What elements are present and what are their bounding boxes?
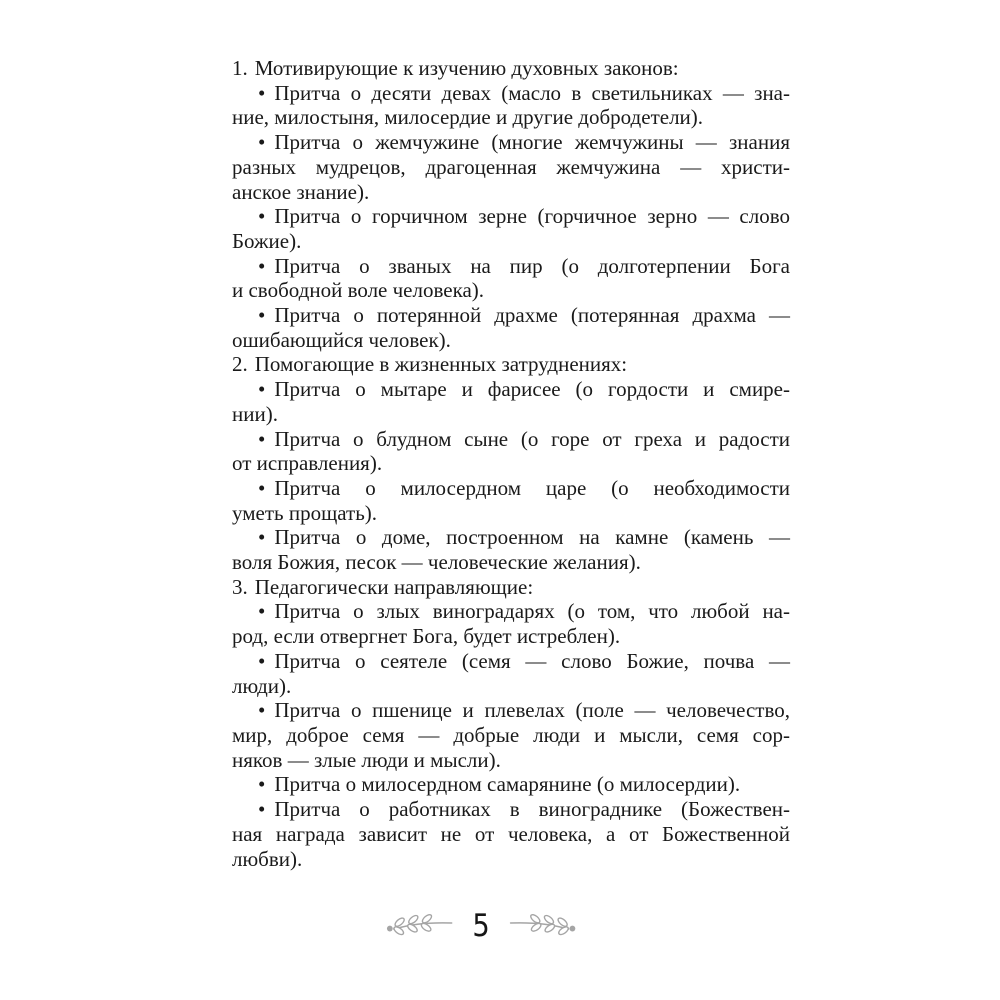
bullet-marker-icon: • xyxy=(258,797,266,822)
line-text: Притча о милосердном царе (о необходимости xyxy=(274,475,790,500)
text-line xyxy=(232,698,790,723)
text-line xyxy=(232,81,790,106)
text-line: люди). xyxy=(232,673,292,698)
text-line xyxy=(232,525,790,550)
line-text: Притча о работниках в винограднике (Божествен- xyxy=(274,797,790,822)
parable-bullet-item xyxy=(232,377,790,426)
parable-bullet-item xyxy=(232,476,790,525)
text-line: ная награда зависит не от человека, а от Божественной xyxy=(232,821,790,846)
text-line: мир, доброе семя — добрые люди и мысли, семя сор- xyxy=(232,722,790,747)
bullet-marker-icon: • xyxy=(258,525,266,550)
line-text: Притча о пшенице и плевелах (поле — человечество, xyxy=(274,698,790,723)
numbered-section-heading xyxy=(232,575,790,600)
line-text: Педагогически направляющие: xyxy=(254,574,534,599)
parable-bullet-item xyxy=(232,772,790,797)
parable-bullet-item xyxy=(232,599,790,648)
text-line: любви). xyxy=(232,846,303,871)
bullet-marker-icon: • xyxy=(258,475,266,500)
text-line xyxy=(232,303,790,328)
text-line xyxy=(232,427,790,452)
parable-bullet-item xyxy=(232,698,790,772)
bullet-marker-icon: • xyxy=(258,130,266,155)
item-number: 2. xyxy=(232,352,248,377)
item-number: 1. xyxy=(232,56,248,80)
parable-bullet-item xyxy=(232,130,790,204)
text-line xyxy=(232,56,790,81)
text-line xyxy=(232,772,790,797)
text-line: няков — злые люди и мысли). xyxy=(232,747,501,772)
text-line: ние, милостыня, милосердие и другие добродетели). xyxy=(232,105,704,130)
parable-bullet-item xyxy=(232,525,790,574)
text-line xyxy=(232,797,790,822)
text-line: разных мудрецов, драгоценная жемчужина — христи- xyxy=(232,154,790,179)
bullet-marker-icon: • xyxy=(258,377,266,402)
text-line xyxy=(232,476,790,501)
text-line xyxy=(232,352,790,377)
line-text: Притча о доме, построенном на камне (камень — xyxy=(274,525,790,550)
parable-bullet-item xyxy=(232,649,790,698)
text-line: уметь прощать). xyxy=(232,500,378,525)
parable-bullet-item xyxy=(232,303,790,352)
line-text: Мотивирующие к изучению духовных законов: xyxy=(254,56,679,80)
line-text: Притча о десяти девах (масло в светильниках — зна- xyxy=(274,80,790,105)
line-text: Притча о сеятеле (семя — слово Божие, почва — xyxy=(274,648,790,673)
text-line xyxy=(232,130,790,155)
text-line: воля Божия, песок — человеческие желания). xyxy=(232,550,641,575)
text-line xyxy=(232,649,790,674)
bullet-marker-icon: • xyxy=(258,253,266,278)
bullet-marker-icon: • xyxy=(258,772,266,797)
page-footer xyxy=(385,904,577,948)
bullet-marker-icon: • xyxy=(258,648,266,673)
line-text: Притча о мытаре и фарисее (о гордости и смире- xyxy=(274,377,790,402)
parable-bullet-item xyxy=(232,81,790,130)
text-line: и свободной воле человека). xyxy=(232,278,485,303)
text-line: ошибающийся человек). xyxy=(232,327,451,352)
text-line xyxy=(232,377,790,402)
text-line: от исправления). xyxy=(232,451,383,476)
line-text: Притча о злых виноградарях (о том, что любой на- xyxy=(274,599,790,624)
page-number: 5 xyxy=(472,907,490,944)
bullet-marker-icon: • xyxy=(258,303,266,328)
text-line: анское знание). xyxy=(232,179,370,204)
line-text: Притча о потерянной драхме (потерянная драхма — xyxy=(274,303,790,328)
numbered-section-heading xyxy=(232,352,790,377)
text-line xyxy=(232,575,790,600)
parable-bullet-item xyxy=(232,254,790,303)
laurel-ornament-right-icon xyxy=(507,910,577,942)
text-line xyxy=(232,599,790,624)
text-line: нии). xyxy=(232,401,278,426)
text-line xyxy=(232,254,790,279)
bullet-marker-icon: • xyxy=(258,426,266,451)
text-line: Божие). xyxy=(232,228,302,253)
bullet-marker-icon: • xyxy=(258,599,266,624)
line-text: Помогающие в жизненных затруднениях: xyxy=(254,352,628,377)
bullet-marker-icon: • xyxy=(258,698,266,723)
laurel-ornament-left-icon xyxy=(385,910,455,942)
parable-bullet-item xyxy=(232,797,790,871)
text-line: род, если отвергнет Бога, будет истреблен). xyxy=(232,624,621,649)
text-line xyxy=(232,204,790,229)
parables-list xyxy=(232,56,790,871)
bullet-marker-icon: • xyxy=(258,204,266,229)
item-number: 3. xyxy=(232,574,248,599)
line-text: Притча о блудном сыне (о горе от греха и радости xyxy=(274,426,790,451)
line-text: Притча о милосердном самарянине (о милосердии). xyxy=(274,772,741,797)
line-text: Притча о званых на пир (о долготерпении Бога xyxy=(274,253,790,278)
line-text: Притча о горчичном зерне (горчичное зерно — слово xyxy=(274,204,790,229)
parable-bullet-item xyxy=(232,204,790,253)
numbered-section-heading xyxy=(232,56,790,81)
line-text: Притча о жемчужине (многие жемчужины — знания xyxy=(274,130,790,155)
bullet-marker-icon: • xyxy=(258,80,266,105)
parable-bullet-item xyxy=(232,427,790,476)
